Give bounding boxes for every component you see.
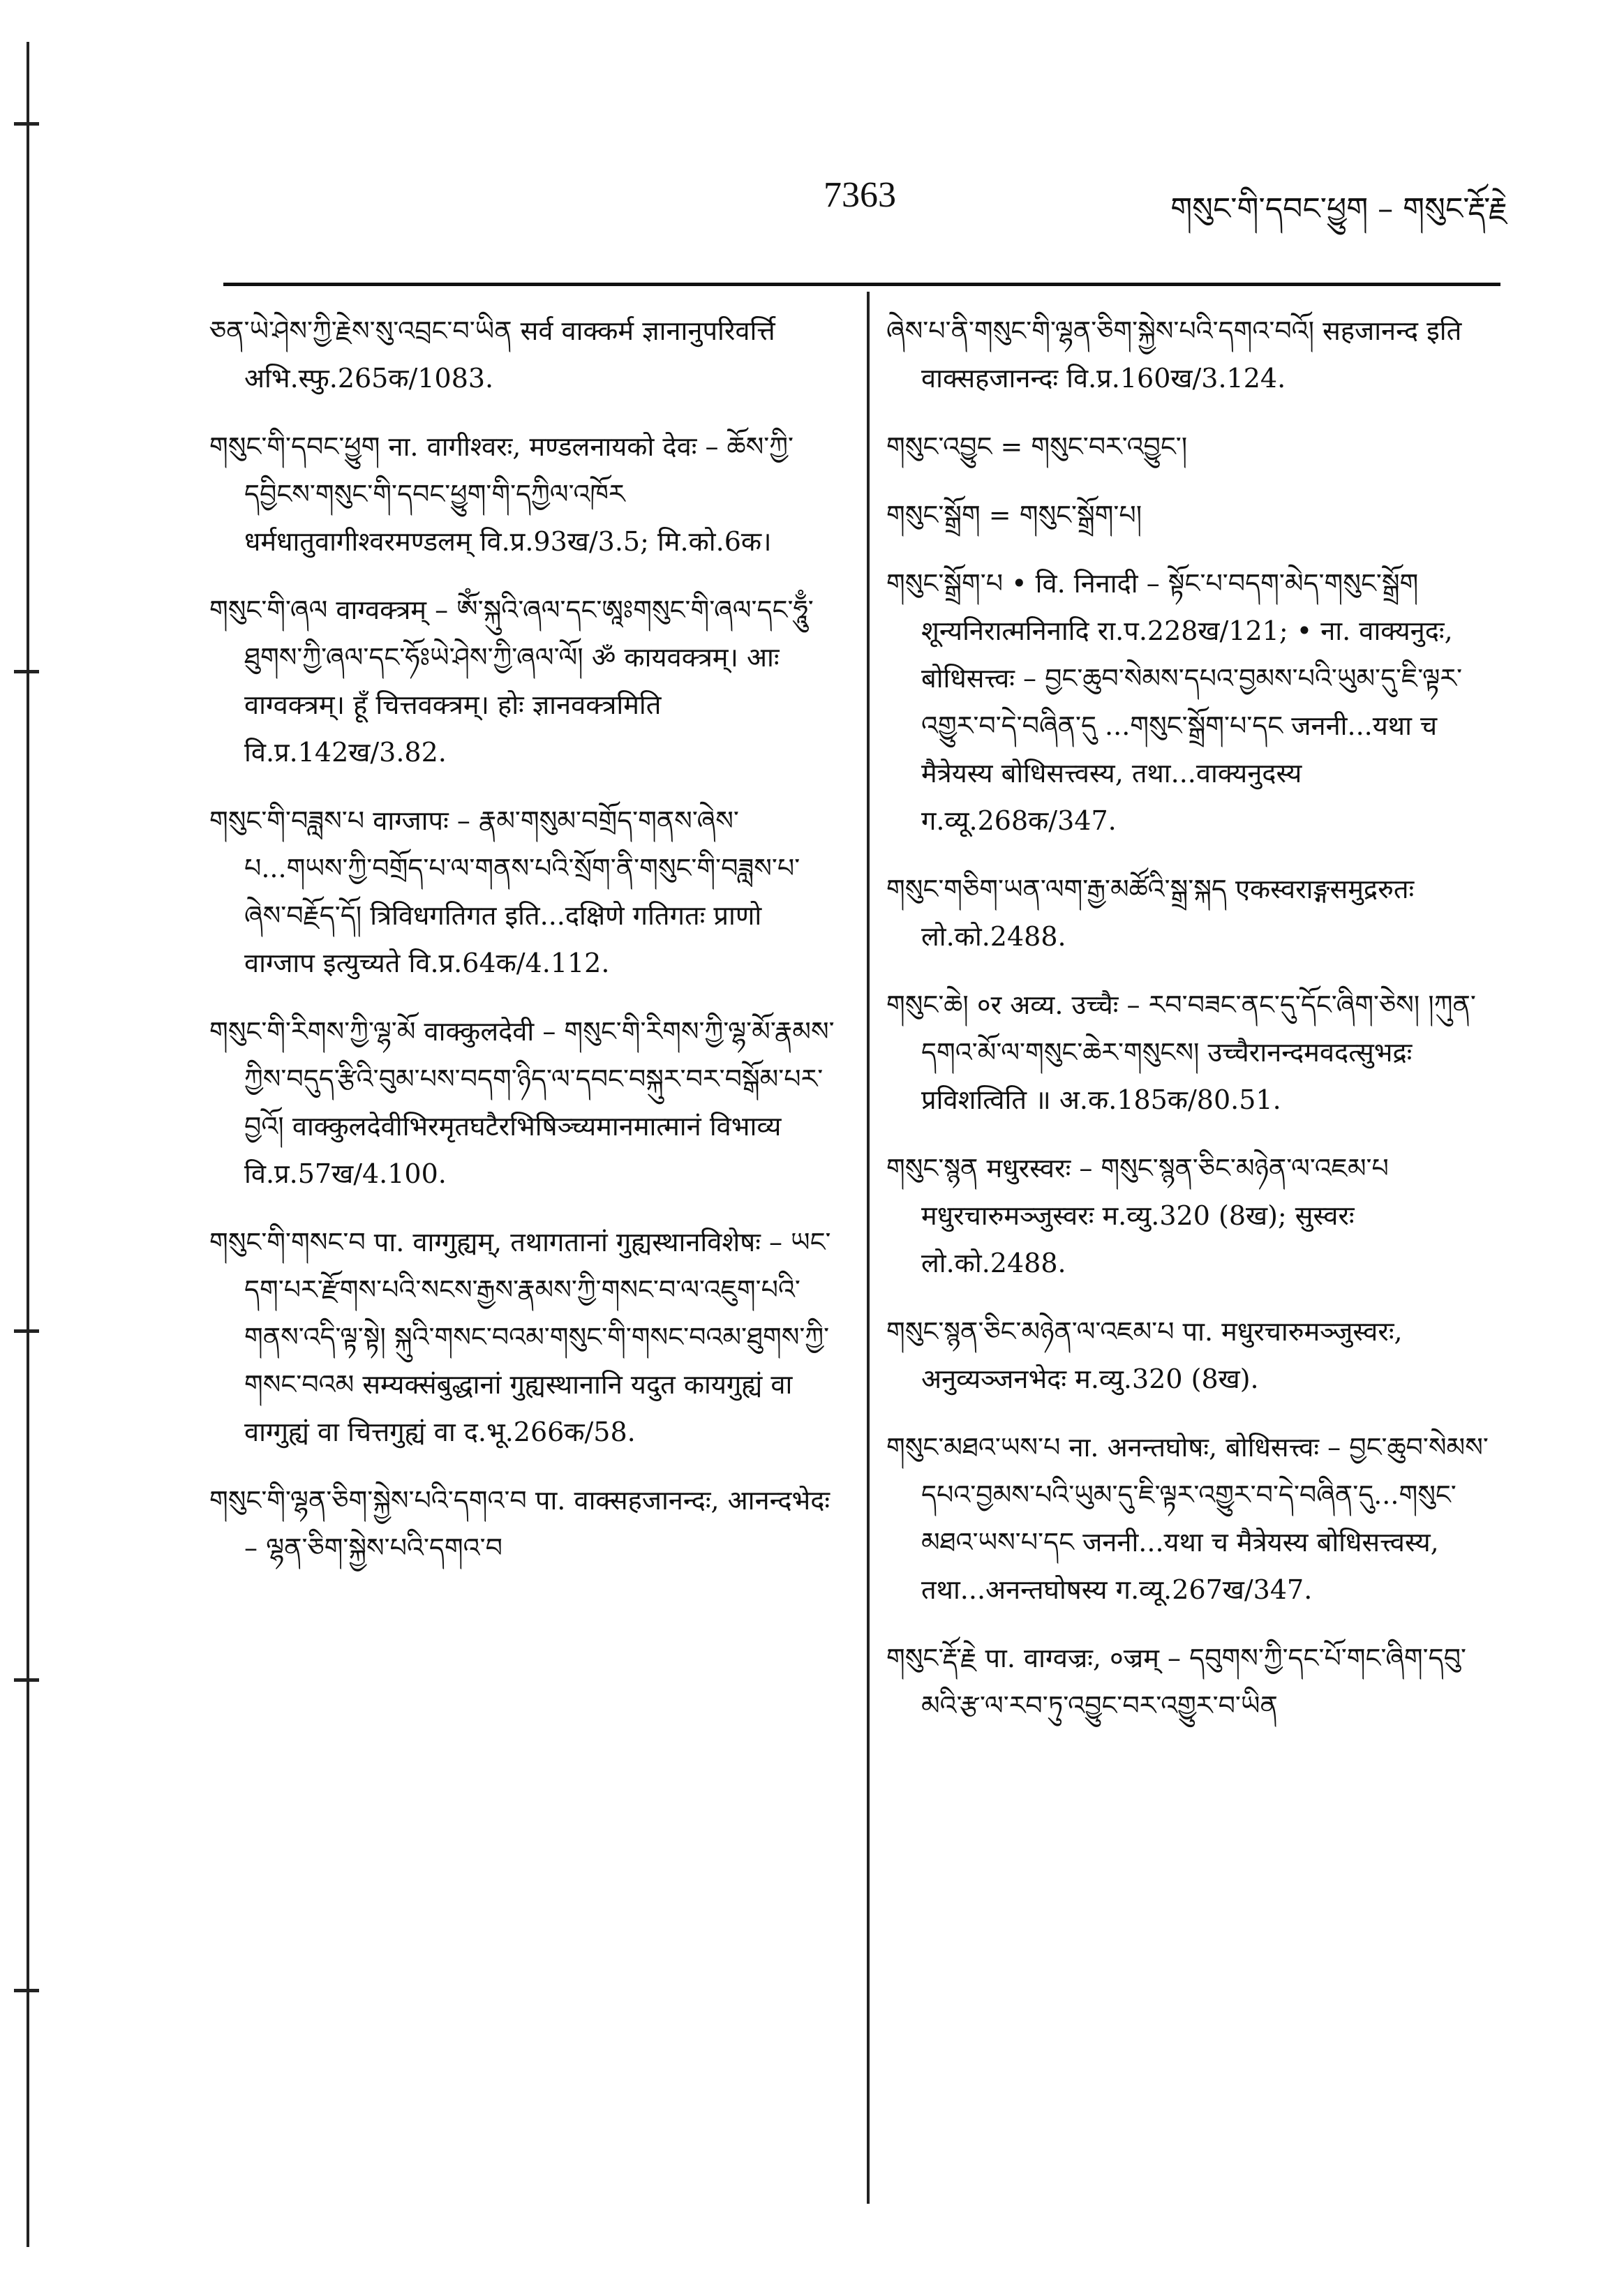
margin-tick	[14, 670, 39, 673]
dictionary-entry: གསུང་སྒྲོག = གསུང་སྒྲོག་པ།	[886, 500, 1142, 530]
dictionary-entry: གསུང་གི་ཞལ वाग्वक्त्रम् – ཨོཾ་སྐུའི་ཞལ་དང་ཨཱཿགསུང་གི་ཞལ་དང་ཧཱུྃ་ཐུགས་ཀྱི་ཞལ་དང་ཧོཿཡེ་ཤེས་ཀྱི་ཞལ་ལོ། ॐ कायवक्त्रम्। आः वाग्वक्त्रम्। हूँ चित्तवक्त्रम्। होः ज्ञानवक्त्रमिति वि.प्र.142ख/3.82.	[209, 595, 814, 768]
dictionary-entry: གསུང་ཆེ། ०र अव्य. उच्चैः – རབ་བཟང་ནང་དུ་དོང་ཞིག་ཅེས། །ཀུན་དགའ་མོ་ལ་གསུང་ཆེར་གསུངས། उच्चैरानन्दमवदत्सुभद्रः प्रविशत्विति ॥ अ.क.185क/80.51.	[886, 990, 1476, 1115]
page-number: 7363	[824, 175, 896, 215]
dictionary-entry: གསུང་འབྱུང = གསུང་བར་འབྱུང་།	[886, 431, 1188, 462]
binding-margin-line	[27, 42, 29, 2247]
dictionary-entry: གསུང་གི་བཟླས་པ वाग्जापः – རྣམ་གསུམ་བགྲོད་གནས་ཞེས་པ...གཡས་ཀྱི་བགྲོད་པ་ལ་གནས་པའི་སྲོག་ནི་གསུང་གི་བཟླས་པ་ཞེས་བརྗོད་དོ། त्रिविधगतिगत इति...दक्षिणे गतिगतः प्राणो वाग्जाप इत्युच्यते वि.प्र.64क/4.112.	[209, 805, 800, 978]
running-head: གསུང་གི་དབང་ཕྱུག – གསུང་རྡོ་རྗེ	[1170, 191, 1507, 227]
header-rule	[223, 283, 1500, 286]
dictionary-entry: གསུང་གི་དབང་ཕྱུག ना. वागीश्वरः, मण्डलनायको देवः – ཆོས་ཀྱི་དབྱིངས་གསུང་གི་དབང་ཕྱུག་གི་དཀྱིལ་འཁོར धर्मधातुवागीश्वरमण्डलम् वि.प्र.93ख/3.5; मि.को.6क।	[209, 431, 794, 557]
dictionary-entry: གསུང་སྒྲོག་པ • वि. निनादी – སྟོང་པ་བདག་མེད་གསུང་སྒྲོག शून्यनिरात्मनिनादि रा.प.228ख/121; • ना. वाक्यनुदः, बोधिसत्त्वः – བྱང་ཆུབ་སེམས་དཔའ་བྱམས་པའི་ཡུམ་དུ་ཇི་ལྟར་འགྱུར་བ་དེ་བཞིན་དུ ...གསུང་སྒྲོག་པ་དང जननी...यथा च मैत्रेयस्य बोधिसत्त्वस्य, तथा...वाक्यनुदस्य ग.व्यू.268क/347.	[886, 568, 1463, 836]
dictionary-entry: གསུང་སྙན मधुरस्वरः – གསུང་སྙན་ཅིང་མཉེན་ལ་འཇམ་པ मधुरचारुमञ्जुस्वरः म.व्यु.320 (8ख); सुस्वरः लो.को.2488.	[886, 1153, 1389, 1278]
dictionary-entry: གསུང་གཅིག་ཡན་ལག་རྒྱ་མཚོའི་སྒྲ་སྐད एकस्वराङ्गसमुद्ररुतः लो.को.2488.	[886, 874, 1415, 952]
dictionary-entry: གསུང་རྡོ་རྗེ पा. वाग्वज्रः, ०ज्रम् – དབུགས་ཀྱི་དང་པོ་གང་ཞིག་དབུ་མའི་རྩ་ལ་རབ་ཏུ་འབྱུང་བར་འགྱུར་བ་ཡིན	[886, 1643, 1466, 1721]
margin-tick	[14, 1678, 39, 1682]
left-column	[209, 307, 837, 1592]
margin-tick	[14, 1989, 39, 1992]
right-column	[886, 307, 1500, 1750]
dictionary-entry: ཞེས་པ་ནི་གསུང་གི་ལྷན་ཅིག་སྐྱེས་པའི་དགའ་བའོ། सहजानन्द इति वाक्सहजानन्दः वि.प्र.160ख/3.124.	[886, 315, 1462, 394]
column-divider	[867, 292, 870, 2204]
margin-tick	[14, 122, 39, 126]
dictionary-entry: གསུང་མཐའ་ཡས་པ ना. अनन्तघोषः, बोधिसत्त्वः – བྱང་ཆུབ་སེམས་དཔའ་བྱམས་པའི་ཡུམ་དུ་ཇི་ལྟར་འགྱུར་བ་དེ་བཞིན་དུ...གསུང་མཐའ་ཡས་པ་དང जननी...यथा च मैत्रेयस्य बोधिसत्त्वस्य, तथा...अनन्तघोषस्य ग.व्यू.267ख/347.	[886, 1432, 1489, 1605]
dictionary-entry: གསུང་སྙན་ཅིང་མཉེན་ལ་འཇམ་པ पा. मधुरचारुमञ्जुस्वरः, अनुव्यञ्जनभेदः म.व्यु.320 (8ख).	[886, 1316, 1403, 1394]
dictionary-entry: ཅན་ཡེ་ཤེས་ཀྱི་རྗེས་སུ་འབྲང་བ་ཡིན सर्व वाक्कर्म ज्ञानानुपरिवर्त्ति अभि.स्फु.265क/1083.	[209, 315, 775, 394]
dictionary-entry: གསུང་གི་རིགས་ཀྱི་ལྷ་མོ वाक्कुलदेवी – གསུང་གི་རིགས་ཀྱི་ལྷ་མོ་རྣམས་ཀྱིས་བདུད་རྩིའི་བུམ་པས་བདག་ཉིད་ལ་དབང་བསྐུར་བར་བསྒོམ་པར་བྱའོ། वाक्कुलदेवीभिरमृतघटैरभिषिञ्च्यमानमात्मानं विभाव्य वि.प्र.57ख/4.100.	[209, 1016, 835, 1189]
dictionary-entry: གསུང་གི་གསང་བ पा. वाग्गुह्यम्, तथागतानां गुह्यस्थानविशेषः – ཡང་དག་པར་རྫོགས་པའི་སངས་རྒྱས་རྣམས་ཀྱི་གསང་བ་ལ་འཇུག་པའི་གནས་འདི་ལྟ་སྟེ། སྐུའི་གསང་བའམ་གསུང་གི་གསང་བའམ་ཐུགས་ཀྱི་གསང་བའམ सम्यक्संबुद्धानां गुह्यस्थानानि यदुत कायगुह्यं वा वाग्गुह्यं वा चित्तगुह्यं वा द.भू.266क/58.	[209, 1227, 831, 1447]
margin-tick	[14, 1329, 39, 1333]
dictionary-entry: གསུང་གི་ལྷན་ཅིག་སྐྱེས་པའི་དགའ་བ पा. वाक्सहजानन्दः, आनन्दभेदः – ལྷན་ཅིག་སྐྱེས་པའི་དགའ་བ	[209, 1485, 830, 1563]
